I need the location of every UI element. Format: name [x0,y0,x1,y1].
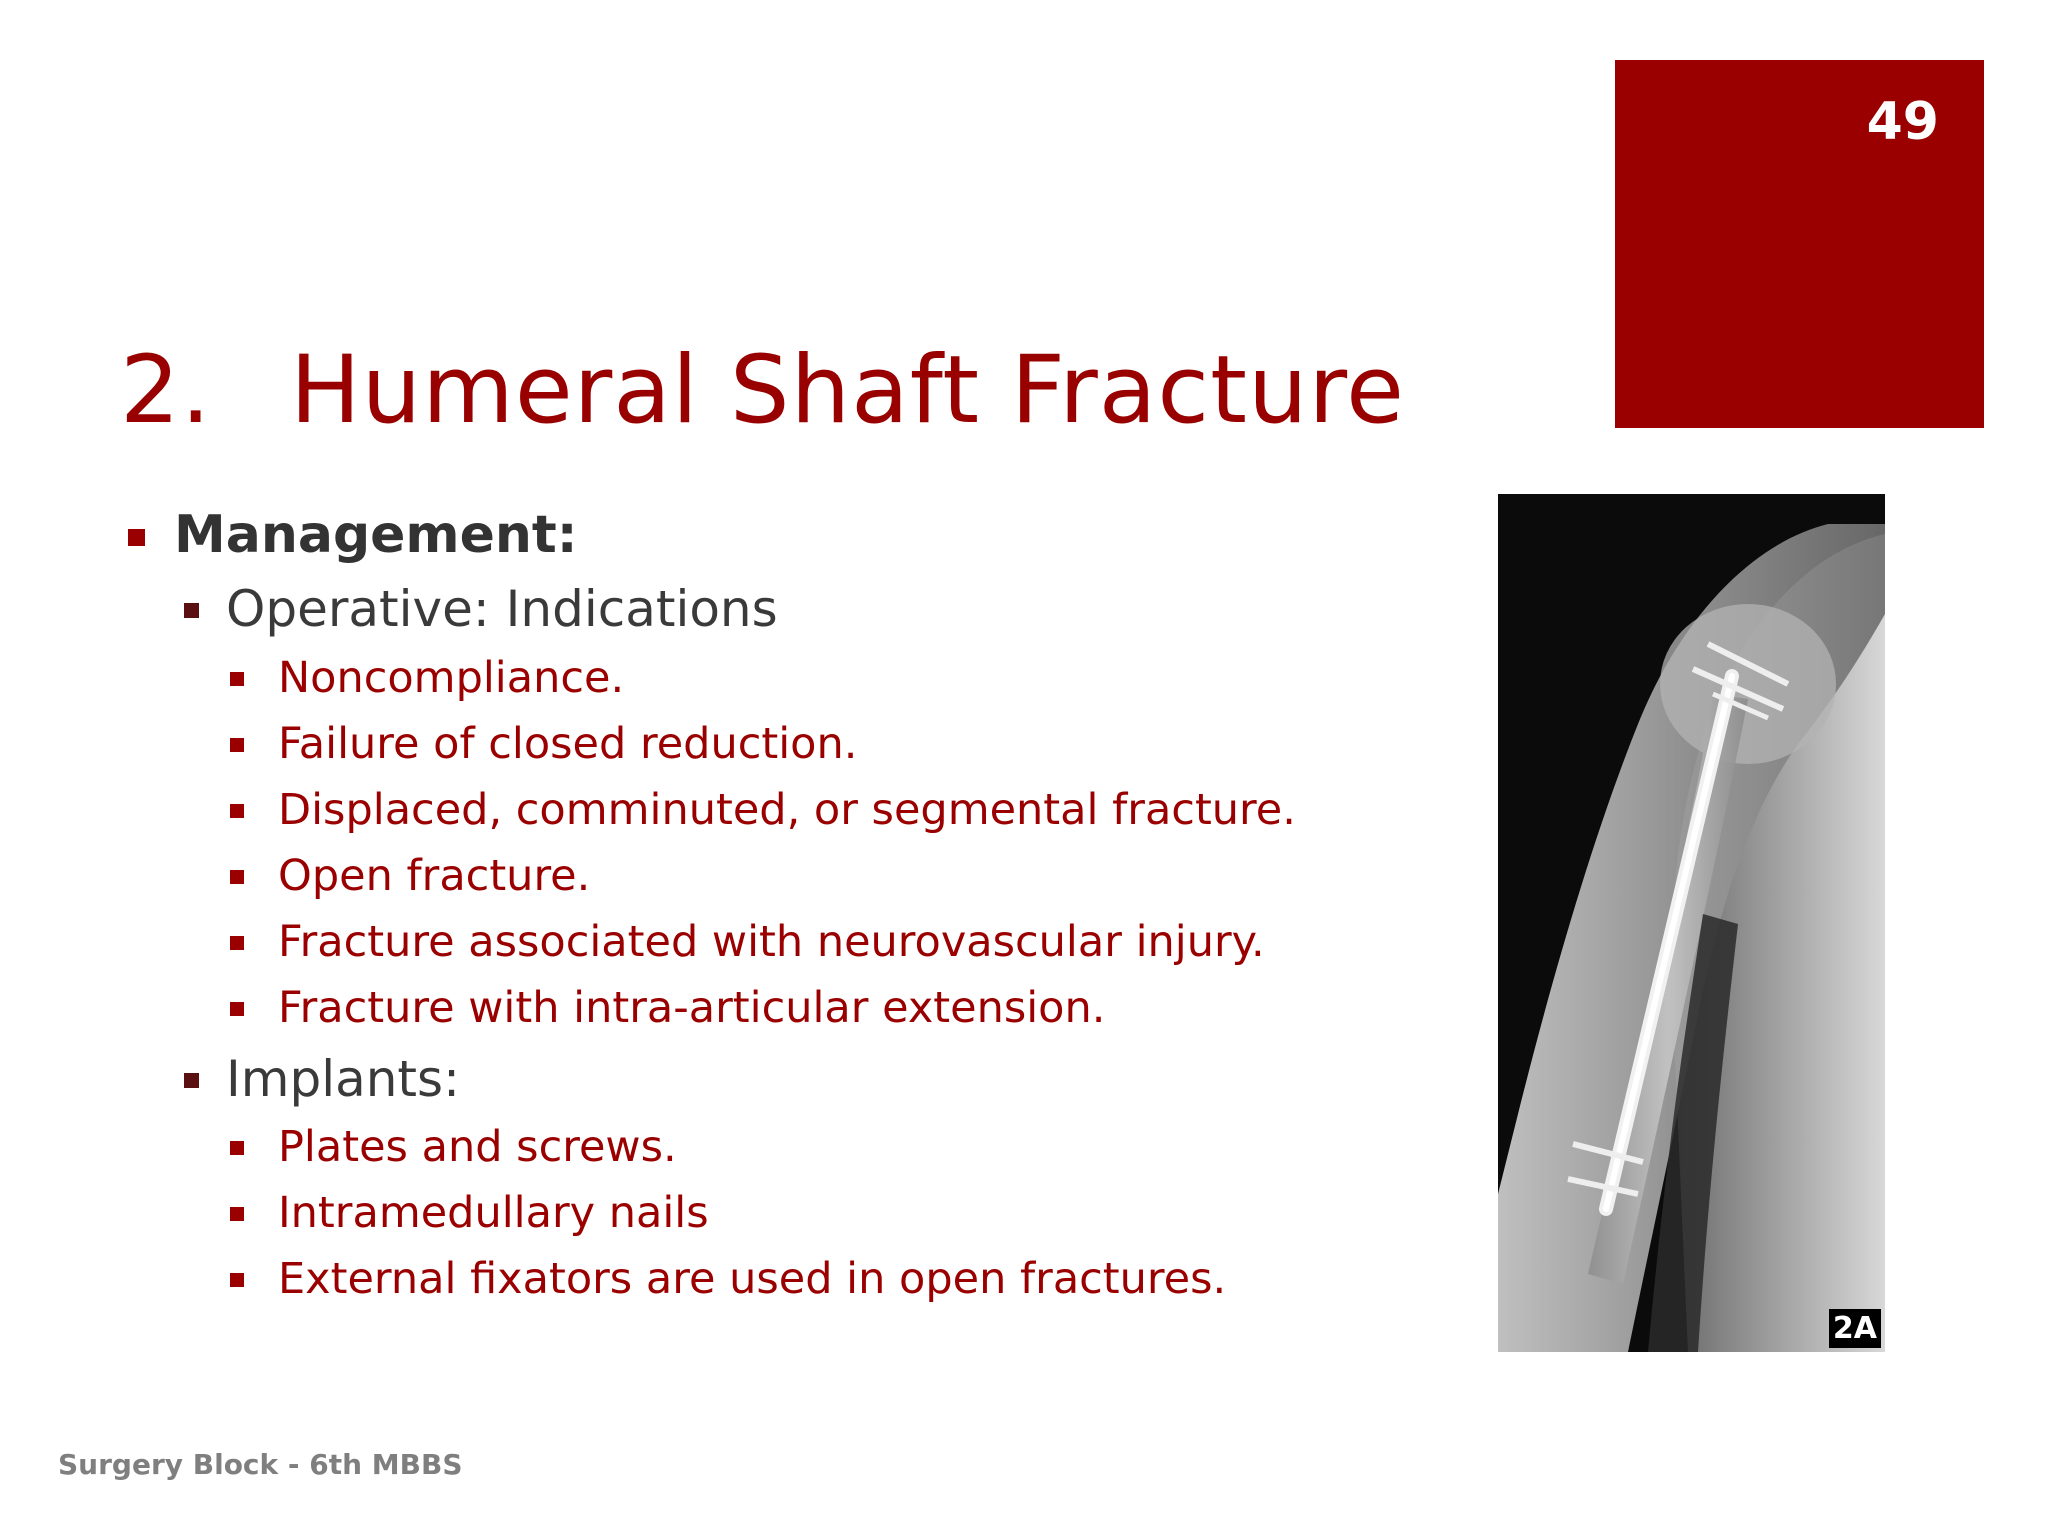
title-text: Humeral Shaft Fracture [290,336,1405,445]
bullet-square-icon [230,804,244,818]
bullet-square-icon [184,603,199,618]
bullet-square-icon [230,870,244,884]
list-item: Failure of closed reduction. [278,719,857,769]
list-item: Intramedullary nails [278,1188,709,1238]
list-item: External fixators are used in open fractures. [278,1254,1226,1304]
slide-title [120,336,1405,445]
list-item: Fracture with intra-articular extension. [278,983,1105,1033]
slide-number-box [1615,60,1984,428]
xray-image [1498,494,1885,1352]
list-item: Fracture associated with neurovascular injury. [278,917,1265,967]
humerus-xray-illustration [1498,494,1885,1352]
bullet-square-icon [230,1273,244,1287]
bullet-management: Management: [174,505,578,565]
bullet-square-icon [230,1002,244,1016]
xray-label: 2A [1829,1309,1881,1348]
bullet-square-icon [230,738,244,752]
bullet-implants: Implants: [226,1050,460,1108]
slide-number: 49 [1866,92,1939,152]
bullet-square-icon [230,672,244,686]
list-item: Noncompliance. [278,653,624,703]
bullet-square-icon [230,936,244,950]
bullet-operative-indications: Operative: Indications [226,580,778,638]
list-item: Open fracture. [278,851,590,901]
bullet-square-icon [184,1073,199,1088]
list-item: Plates and screws. [278,1122,677,1172]
bullet-square-icon [230,1141,244,1155]
bullet-square-icon [230,1207,244,1221]
footer-text: Surgery Block - 6th MBBS [58,1448,463,1481]
list-item: Displaced, comminuted, or segmental fracture. [278,785,1296,835]
title-number: 2. [120,336,212,445]
bullet-square-icon [128,529,145,546]
